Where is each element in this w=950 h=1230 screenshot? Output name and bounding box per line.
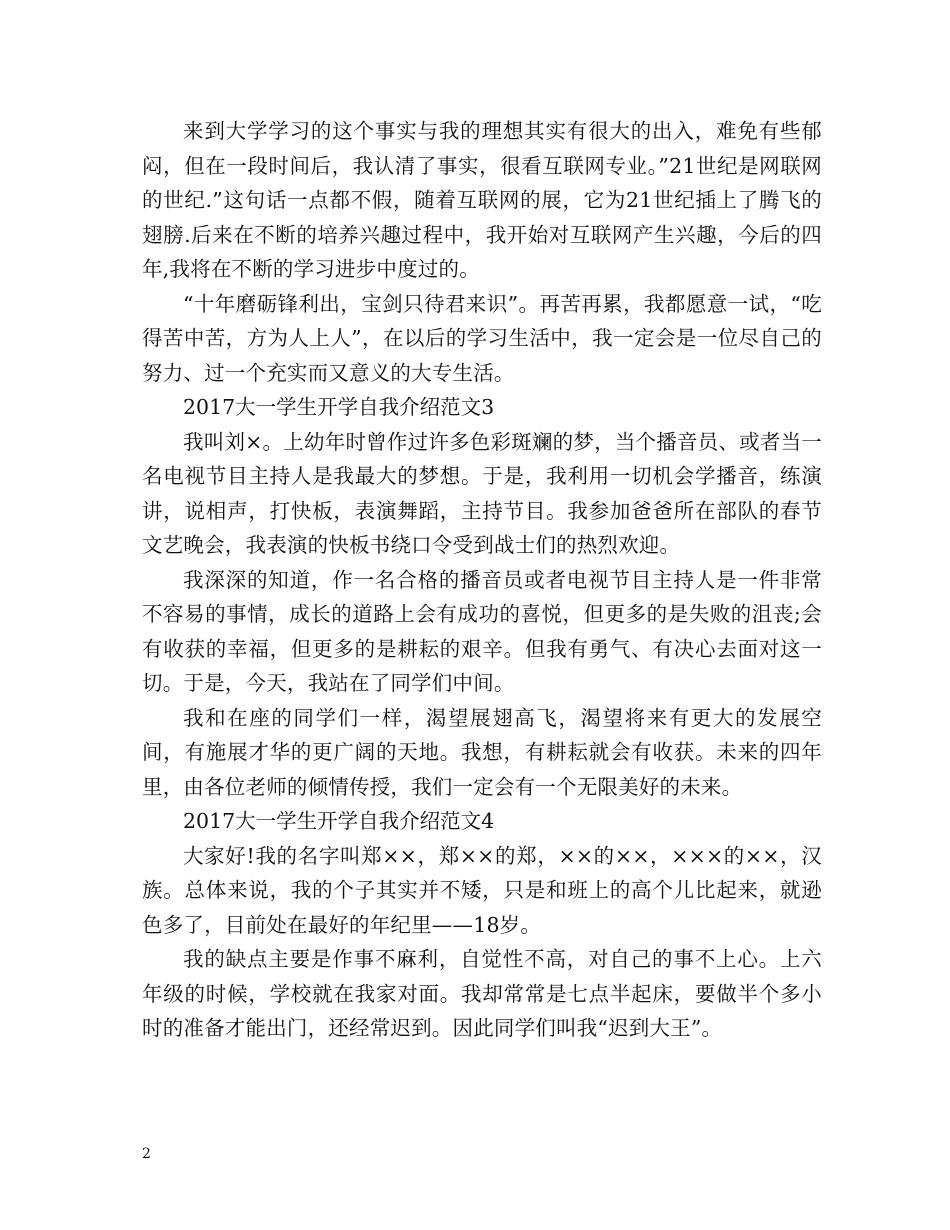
paragraph-7: 我的缺点主要是作事不麻利，自觉性不高，对自己的事不上心。上六年级的时候，学校就在我家对面。我却常常是七点半起床，要做半个多小时的准备才能出门，还经常迟到。因此同学们叫我“迟到大王”。 [142, 947, 822, 1040]
paragraph-2: “十年磨砺锋利出，宝剑只待君来识”。再苦再累，我都愿意一试，“吃得苦中苦，方为人上人”，在以后的学习生活中，我一定会是一位尽自己的努力、过一个充实而又意义的大专生活。 [142, 291, 822, 385]
section-heading-3: 2017大一学生开学自我介绍范文3 [183, 395, 495, 419]
body-text [142, 114, 822, 1046]
page-number: 2 [142, 1146, 151, 1162]
section-heading-4: 2017大一学生开学自我介绍范文4 [183, 809, 495, 833]
paragraph-1: 来到大学学习的这个事实与我的理想其实有很大的出入，难免有些郁闷，但在一段时间后，我认清了事实，很看互联网专业。”21世纪是网联网的世纪.”这句话一点都不假，随着互联网的展，它为21世纪插上了腾飞的翅膀.后来在不断的培养兴趣过程中，我开始对互联网产生兴趣，今后的四年,我将在不断的学习进步中度过的。 [142, 119, 822, 281]
paragraph-3: 我叫刘×。上幼年时曾作过许多色彩斑斓的梦，当个播音员、或者当一名电视节目主持人是我最大的梦想。于是，我利用一切机会学播音，练演讲，说相声，打快板，表演舞蹈，主持节目。我参加爸爸所在部队的春节文艺晚会，我表演的快板书绕口令受到战士们的热烈欢迎。 [142, 429, 822, 557]
paragraph-5: 我和在座的同学们一样，渴望展翅高飞，渴望将来有更大的发展空间，有施展才华的更广阔的天地。我想，有耕耘就会有收获。未来的四年里，由各位老师的倾情传授，我们一定会有一个无限美好的未来。 [142, 705, 822, 799]
paragraph-6: 大家好!我的名字叫郑××，郑××的郑，××的××，×××的××，汉族。总体来说，我的个子其实并不矮，只是和班上的高个儿比起来，就逊色多了，目前处在最好的年纪里——18岁。 [142, 843, 822, 937]
paragraph-4: 我深深的知道，作一名合格的播音员或者电视节目主持人是一件非常不容易的事情，成长的道路上会有成功的喜悦，但更多的是失败的沮丧;会有收获的幸福，但更多的是耕耘的艰辛。但我有勇气、有决心去面对这一切。于是，今天，我站在了同学们中间。 [142, 567, 822, 695]
